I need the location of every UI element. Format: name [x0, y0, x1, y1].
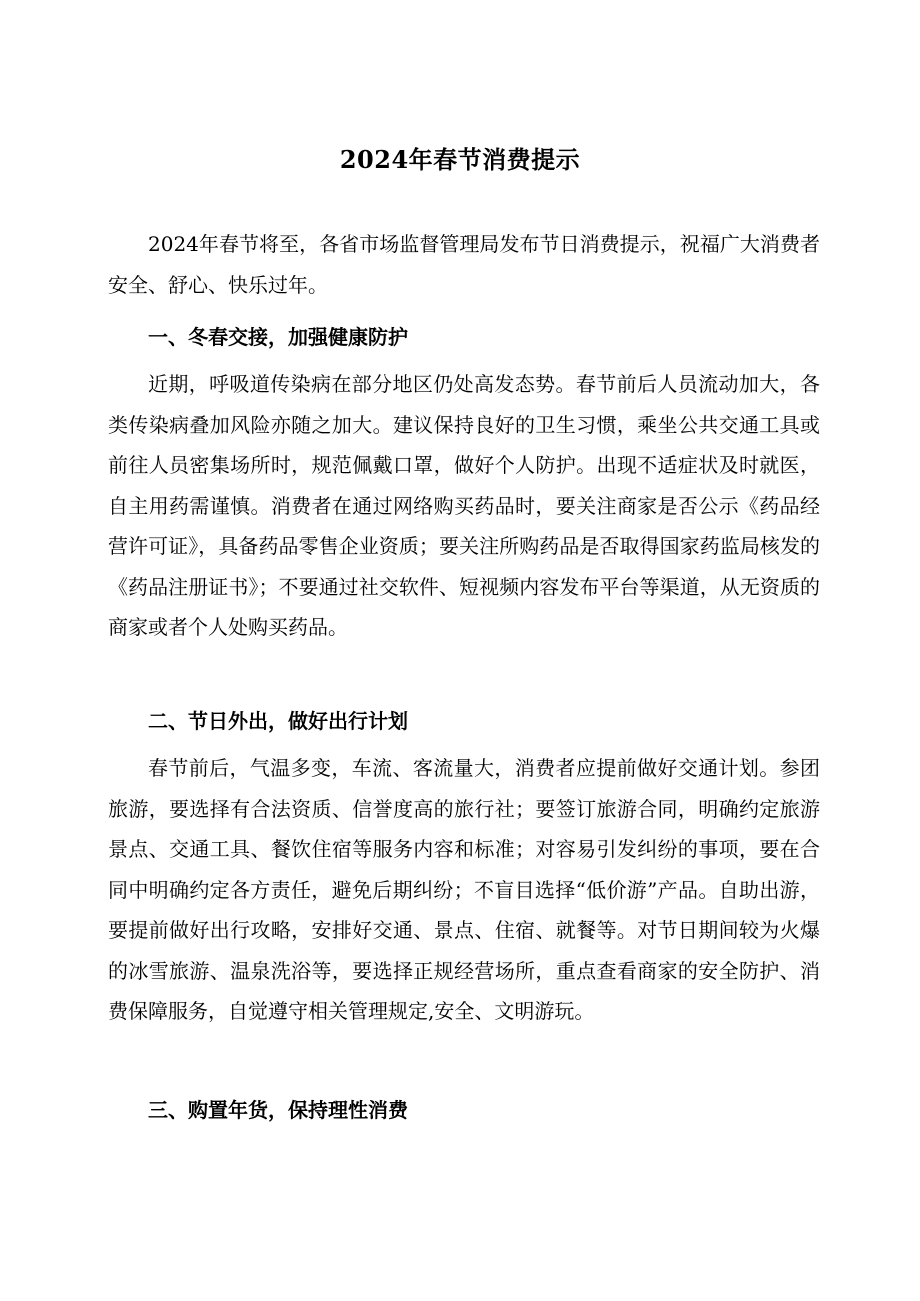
section-2-heading: 二、节日外出，做好出行计划 — [148, 709, 408, 733]
document-title: 2024年春节消费提示 — [339, 145, 581, 175]
section-3-heading: 三、购置年货，保持理性消费 — [148, 1098, 408, 1122]
section-1-heading: 一、冬春交接，加强健康防护 — [148, 325, 408, 349]
section-2-body: 春节前后，气温多变，车流、客流量大，消费者应提前做好交通计划。参团旅游，要选择有合法资质、信誉度高的旅行社；要签订旅游合同，明确约定旅游景点、交通工具、餐饮住宿等服务内容和标准；对容易引发纠纷的事项，要在合同中明确约定各方责任，避免后期纠纷；不盲目选择“低价游”产品。自助出游，要提前做好出行攻略，安排好交通、景点、住宿、就餐等。对节日期间较为火爆的冰雪旅游、温泉洗浴等，要选择正规经营场所，重点查看商家的安全防护、消费保障服务，自觉遵守相关管理规定,安全、文明游玩。 — [108, 756, 820, 1023]
section-1-body: 近期，呼吸道传染病在部分地区仍处高发态势。春节前后人员流动加大，各类传染病叠加风险亦随之加大。建议保持良好的卫生习惯，乘坐公共交通工具或前往人员密集场所时，规范佩戴口罩，做好个人防护。出现不适症状及时就医，自主用药需谨慎。消费者在通过网络购买药品时，要关注商家是否公示《药品经营许可证》，具备药品零售企业资质；要关注所购药品是否取得国家药监局核发的《药品注册证书》；不要通过社交软件、短视频内容发布平台等渠道，从无资质的商家或者个人处购买药品。 — [108, 372, 820, 639]
intro-paragraph: 2024年春节将至，各省市场监督管理局发布节日消费提示，祝福广大消费者安全、舒心、快乐过年。 — [108, 232, 820, 297]
